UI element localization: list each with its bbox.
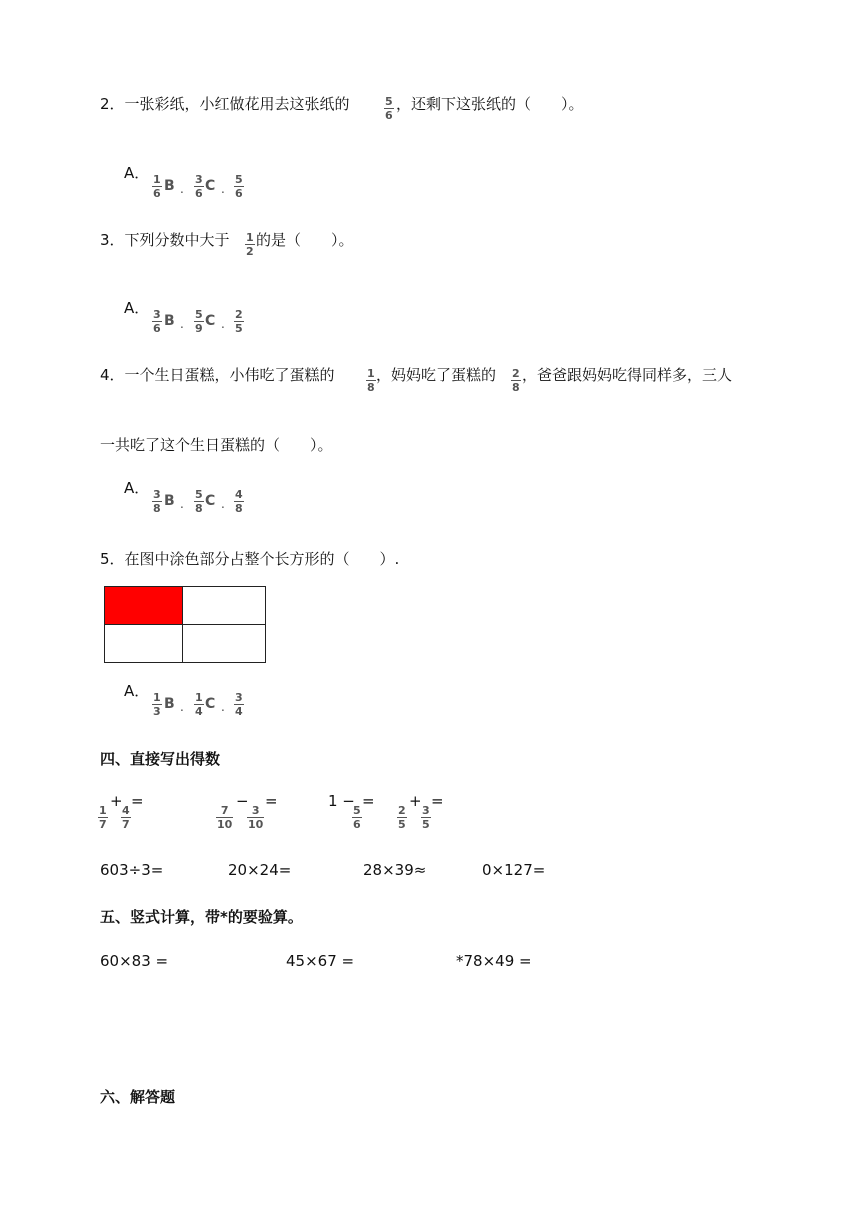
q3-option-b-fraction[interactable] <box>194 309 204 334</box>
q4-text-a: 一个生日蛋糕，小伟吃了蛋糕的 <box>124 366 335 384</box>
q5-number: 5． <box>100 550 125 568</box>
q4-opt-c-n: 4 <box>235 488 243 501</box>
unshaded-cell <box>183 587 265 625</box>
s4-item1-eq: = <box>131 792 144 810</box>
s4-item1-op: + <box>110 792 123 810</box>
q4-frac1-n: 1 <box>367 367 375 380</box>
q5-option-b-fraction[interactable] <box>194 692 204 717</box>
q2-option-b-fraction[interactable] <box>194 174 204 199</box>
q3-opt-c-d: 5 <box>235 322 243 335</box>
section-5-title: 五、竖式计算，带*的要验算。 <box>100 908 303 926</box>
s4-item4-frac-b <box>421 805 431 830</box>
s4-calc-item-4: 0×127= <box>482 861 546 879</box>
s5-item-1: 60×83 = <box>100 952 169 970</box>
q5-text: 在图中涂色部分占整个长方形的（ ）. <box>124 550 400 568</box>
q5-opt-a-n: 1 <box>153 691 161 704</box>
q2-option-a-fraction[interactable] <box>152 174 162 199</box>
q2-dot: . <box>180 182 184 196</box>
q3-frac-denominator: 2 <box>246 245 254 258</box>
s4-i1-b-n: 4 <box>122 804 130 817</box>
q4-option-b-letter[interactable]: B <box>164 493 175 509</box>
q5-dot-2: . <box>221 700 225 714</box>
q5-opt-c-n: 3 <box>235 691 243 704</box>
s4-i4-a-n: 2 <box>398 804 406 817</box>
q4-number: 4． <box>100 366 125 384</box>
s4-item2-eq: = <box>265 792 278 810</box>
q5-stem <box>100 548 399 569</box>
q5-option-a-label: A． <box>124 682 150 700</box>
q5-opt-a-d: 3 <box>153 705 161 718</box>
q4-opt-c-d: 8 <box>235 502 243 515</box>
q2-opt-c-d: 6 <box>235 187 243 200</box>
s4-item1-frac-b <box>121 805 131 830</box>
q5-option-c-letter[interactable]: C <box>205 696 216 712</box>
q4-opt-a-d: 8 <box>153 502 161 515</box>
q3-opt-a-d: 6 <box>153 322 161 335</box>
q2-option-b-letter[interactable]: B <box>164 178 175 194</box>
q3-opt-b-d: 9 <box>195 322 203 335</box>
q4-opt-a-n: 3 <box>153 488 161 501</box>
q2-opt-a-d: 6 <box>153 187 161 200</box>
s4-i2-b-d: 10 <box>248 818 264 831</box>
s4-item2-op: − <box>236 792 249 810</box>
q3-stem <box>100 229 230 250</box>
s4-calc-item-1: 603÷3= <box>100 861 164 879</box>
q3-opt-c-n: 2 <box>235 308 243 321</box>
s4-item2-frac-a <box>216 805 233 830</box>
s5-item-2: 45×67 = <box>286 952 355 970</box>
q2-option-c-fraction[interactable] <box>234 174 244 199</box>
q4-text-c: ，爸爸跟妈妈吃得同样多，三人 <box>522 366 733 384</box>
q5-opt-b-d: 4 <box>195 705 203 718</box>
q3-text-a: 下列分数中大于 <box>124 231 230 249</box>
shaded-cell <box>105 587 183 625</box>
q2-text-a: 一张彩纸，小红做花用去这张纸的 <box>124 95 350 113</box>
q4-text-b: ，妈妈吃了蛋糕的 <box>376 366 497 384</box>
q3-option-c-fraction[interactable] <box>234 309 244 334</box>
q2-opt-c-n: 5 <box>235 173 243 186</box>
q4-opt-b-n: 5 <box>195 488 203 501</box>
s4-i1-a-d: 7 <box>99 818 107 831</box>
q2-dot-2: . <box>221 182 225 196</box>
s4-i4-b-n: 3 <box>422 804 430 817</box>
q3-option-c-letter[interactable]: C <box>205 313 216 329</box>
q5-opt-b-n: 1 <box>195 691 203 704</box>
s4-item4-frac-a <box>397 805 407 830</box>
s4-item1-frac-a <box>98 805 108 830</box>
q3-opt-b-n: 5 <box>195 308 203 321</box>
q3-fraction <box>245 232 255 257</box>
q4-fraction-1 <box>366 368 376 393</box>
s4-i2-b-n: 3 <box>251 804 260 817</box>
unshaded-cell <box>183 625 265 662</box>
q4-fraction-2 <box>511 368 521 393</box>
q3-dot-2: . <box>221 317 225 331</box>
q2-opt-a-n: 1 <box>153 173 161 186</box>
s4-i1-b-d: 7 <box>122 818 130 831</box>
s4-i2-a-n: 7 <box>220 804 229 817</box>
q4-option-c-letter[interactable]: C <box>205 493 216 509</box>
s4-item2-frac-b <box>247 805 264 830</box>
section-6-title: 六、解答题 <box>100 1088 176 1106</box>
s4-item4-op: + <box>409 792 422 810</box>
q4-option-a-fraction[interactable] <box>152 489 162 514</box>
q2-option-a-label: A． <box>124 164 150 182</box>
q2-frac-numerator: 5 <box>385 95 393 108</box>
q4-text-d: 一共吃了这个生日蛋糕的（ ）。 <box>100 436 333 454</box>
q4-opt-b-d: 8 <box>195 502 203 515</box>
s4-item4-eq: = <box>431 792 444 810</box>
q2-opt-b-d: 6 <box>195 187 203 200</box>
q3-option-a-label: A． <box>124 299 150 317</box>
q5-option-c-fraction[interactable] <box>234 692 244 717</box>
q4-frac1-d: 8 <box>367 381 375 394</box>
unshaded-cell <box>105 625 183 662</box>
s4-calc-item-3: 28×39≈ <box>363 861 427 879</box>
q4-option-b-fraction[interactable] <box>194 489 204 514</box>
q4-stem <box>100 364 335 385</box>
q2-stem <box>100 93 350 114</box>
q2-opt-b-n: 3 <box>195 173 203 186</box>
q2-fraction <box>384 96 394 121</box>
q5-rectangle-figure <box>104 586 266 663</box>
q4-option-a-label: A． <box>124 479 150 497</box>
s4-i1-a-n: 1 <box>99 804 107 817</box>
s4-item3-eq: = <box>362 792 375 810</box>
q5-option-b-letter[interactable]: B <box>164 696 175 712</box>
s5-item-3: *78×49 = <box>456 952 532 970</box>
q3-option-b-letter[interactable]: B <box>164 313 175 329</box>
s4-item3-frac-b <box>352 805 362 830</box>
q4-frac2-n: 2 <box>512 367 520 380</box>
q3-dot: . <box>180 317 184 331</box>
q2-frac-denominator: 6 <box>385 109 393 122</box>
q2-text-b: ，还剩下这张纸的（ ）。 <box>396 95 584 113</box>
q4-frac2-d: 8 <box>512 381 520 394</box>
q3-option-a-fraction[interactable] <box>152 309 162 334</box>
s4-i3-b-d: 6 <box>353 818 361 831</box>
q2-number: 2． <box>100 95 125 113</box>
q4-option-c-fraction[interactable] <box>234 489 244 514</box>
q4-dot: . <box>180 497 184 511</box>
q3-opt-a-n: 3 <box>153 308 161 321</box>
s4-i4-b-d: 5 <box>422 818 430 831</box>
q5-option-a-fraction[interactable] <box>152 692 162 717</box>
q5-dot: . <box>180 700 184 714</box>
q3-number: 3． <box>100 231 125 249</box>
s4-item3-lead: 1 − <box>328 792 355 810</box>
q3-text-b: 的是（ ）。 <box>256 231 354 249</box>
s4-calc-item-2: 20×24= <box>228 861 292 879</box>
q5-opt-c-d: 4 <box>235 705 243 718</box>
s4-i3-b-n: 5 <box>353 804 361 817</box>
q3-frac-numerator: 1 <box>246 231 254 244</box>
s4-i4-a-d: 5 <box>398 818 406 831</box>
q2-option-c-letter[interactable]: C <box>205 178 216 194</box>
q4-dot-2: . <box>221 497 225 511</box>
section-4-title: 四、直接写出得数 <box>100 750 221 768</box>
s4-i2-a-d: 10 <box>217 818 233 831</box>
